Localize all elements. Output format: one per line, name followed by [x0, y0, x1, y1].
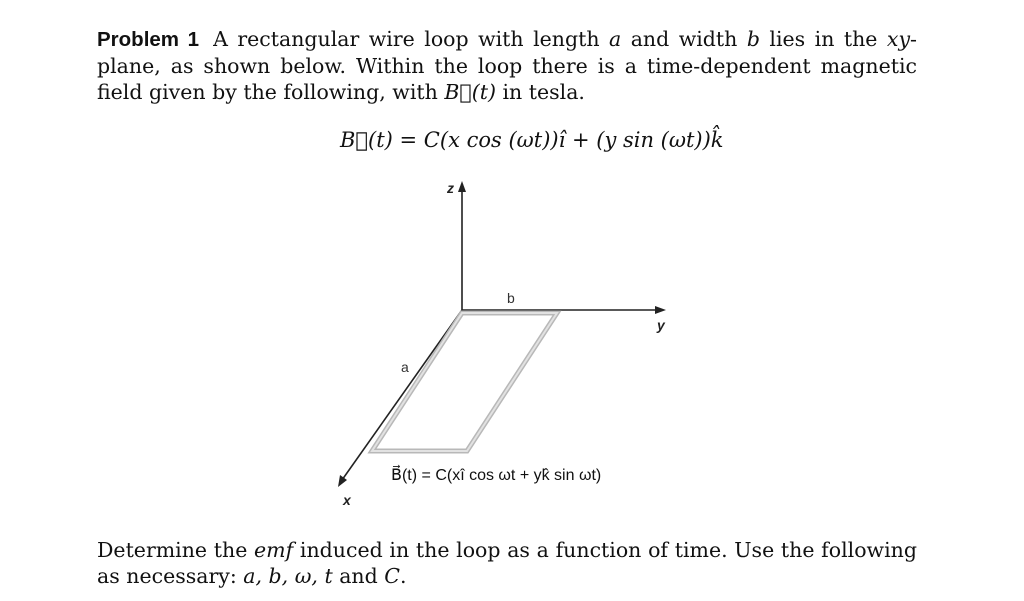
axis-x-label: x: [343, 492, 351, 508]
field-equation: B⃗(t) = C(x cos (ωt))î + (y sin (ωt))k̂: [340, 128, 724, 152]
x-axis-arrow-icon: [338, 475, 347, 487]
loop-diagram: [320, 175, 680, 515]
intro-text-rest: -plane, as shown below. Within the loop there is a time-dependent magnetic field given by the following, with: [97, 27, 917, 104]
z-axis-arrow-icon: [458, 181, 466, 192]
closing-vars: a, b, ω, t: [243, 564, 333, 588]
problem-statement: [97, 26, 917, 105]
var-a: a: [609, 27, 622, 51]
intro-text-end: in tesla.: [495, 80, 585, 104]
var-bt: B⃗(t): [444, 80, 496, 104]
closing-text-1: Determine the: [97, 538, 255, 562]
wire-loop-highlight: [372, 313, 557, 451]
intro-text-and: and width: [621, 27, 747, 51]
closing-end: .: [399, 564, 407, 588]
axis-y-label: y: [657, 317, 665, 333]
closing-text-2: induced in the loop as a function of time. Use the following as necessary:: [97, 538, 917, 588]
problem-label: Problem 1: [97, 28, 200, 51]
intro-text-lies: lies in the: [759, 27, 887, 51]
intro-text-1: A rectangular wire loop with length: [213, 27, 609, 51]
question-text: [97, 537, 917, 589]
emf-term: emf: [254, 538, 294, 562]
side-a-label: a: [401, 359, 409, 375]
var-b: b: [746, 27, 760, 51]
field-label: B⃗(t) = C(xî cos ωt + yk̂ sin ωt): [391, 467, 602, 484]
x-axis: [342, 310, 462, 480]
wire-loop: [372, 313, 557, 451]
side-b-label: b: [507, 290, 515, 306]
var-xy: xy: [886, 27, 911, 51]
axis-z-label: z: [447, 180, 454, 196]
var-c: C: [384, 564, 400, 588]
y-axis-arrow-icon: [655, 306, 666, 314]
closing-and: and: [332, 564, 385, 588]
